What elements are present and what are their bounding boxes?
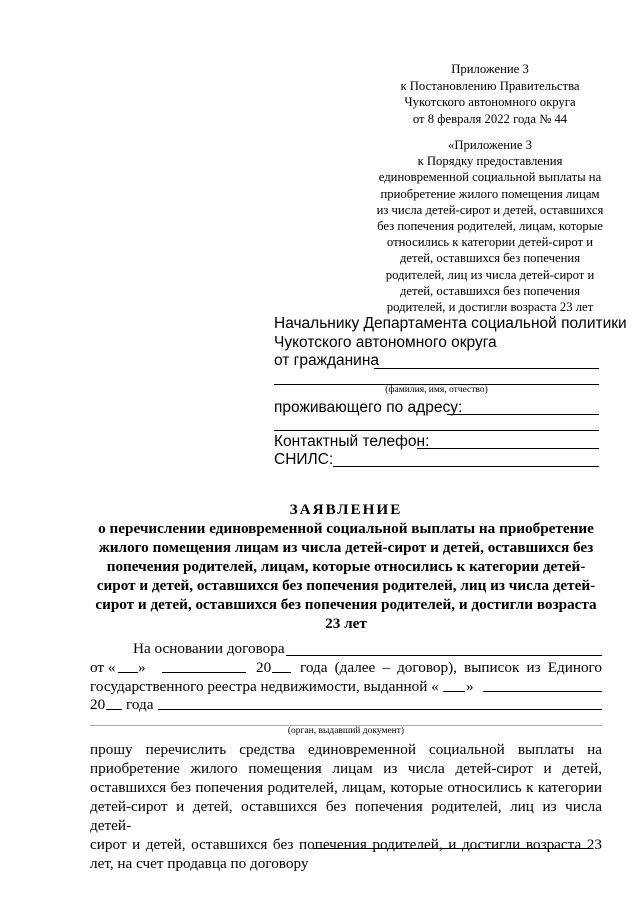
registry-month-field-line[interactable] bbox=[483, 691, 602, 692]
phone-label: Контактный телефон: bbox=[274, 433, 430, 450]
addressee-line-2: Чукотского автономного округа bbox=[274, 334, 497, 351]
address-field-line-2[interactable] bbox=[274, 430, 599, 431]
title-heading: ЗАЯВЛЕНИЕ bbox=[289, 501, 403, 518]
appendix-main-line: Чукотского автономного округа bbox=[404, 95, 576, 109]
last-line-text: лет, на счет продавца по договору bbox=[90, 855, 309, 872]
title-line: сирот и детей, оставшихся без попечения родителей, и достигли возраста bbox=[95, 596, 597, 613]
from-quote-open: от « bbox=[90, 659, 116, 676]
appendix-main-line: Приложение 3 bbox=[451, 62, 529, 76]
year-prefix-2: 20 bbox=[90, 696, 106, 713]
request-line: оставшихся без попечения родителей, лицам, которые относились к категории bbox=[90, 779, 602, 796]
address-field-line[interactable] bbox=[447, 414, 599, 415]
snils-field-line[interactable] bbox=[333, 466, 599, 467]
quote-close: » bbox=[138, 659, 146, 676]
registry-day-field-line[interactable] bbox=[443, 691, 465, 692]
appendix-sub-line: единовременной социальной выплаты на bbox=[378, 170, 602, 185]
appendix-sub-line: без попечения родителей, лицам, которые bbox=[377, 219, 603, 233]
seller-contract-field-line[interactable] bbox=[313, 848, 592, 849]
appendix-main-line: от 8 февраля 2022 года № 44 bbox=[412, 111, 568, 126]
fio-caption: (фамилия, имя, отчество) bbox=[385, 385, 488, 395]
citizen-name-field-line[interactable] bbox=[374, 368, 599, 369]
registry-year-field-line[interactable] bbox=[106, 709, 122, 710]
request-line: приобретение жилого помещения лицам из числа детей-сирот и детей, bbox=[90, 760, 602, 777]
appendix-sub-line: родителей, лиц из числа детей-сирот и bbox=[385, 267, 595, 282]
request-paragraph bbox=[90, 740, 602, 873]
year-suffix: года bbox=[126, 696, 154, 713]
registry-issued-field-line[interactable] bbox=[158, 709, 602, 710]
title-line: жилого помещения лицам из числа детей-сирот и детей, оставшихся без bbox=[98, 539, 594, 556]
appendix-sub-line: родителей, и достигли возраста 23 лет bbox=[386, 300, 594, 314]
addressee-line-1: Начальнику Департамента социальной политики bbox=[274, 315, 627, 332]
appendix-main-line: к Постановлению Правительства bbox=[400, 78, 580, 93]
phone-field-line[interactable] bbox=[417, 448, 599, 449]
year-prefix: 20 bbox=[256, 659, 272, 676]
appendix-sub-line: «Приложение 3 bbox=[448, 138, 532, 152]
title-line: сирот и детей, оставшихся без попечения родителей, лиц из числа детей- bbox=[96, 577, 596, 594]
title-line: 23 лет bbox=[325, 615, 367, 632]
registry-text: государственного реестра недвижимости, выданной « bbox=[90, 678, 439, 695]
request-last-line bbox=[90, 854, 602, 873]
month-field-line[interactable] bbox=[162, 672, 246, 673]
request-line: прошу перечислить средства единовременной социальной выплаты на bbox=[90, 741, 602, 758]
registry-quote-close: » bbox=[466, 678, 474, 695]
document-title bbox=[90, 500, 602, 633]
appendix-sub-line: к Порядку предоставления bbox=[417, 154, 563, 169]
request-line: детей-сирот и детей, оставшихся без попечения родителей, лиц из числа детей- bbox=[90, 798, 602, 834]
request-line: сирот и детей, оставшихся без попечения родителей, и достигли возраста 23 bbox=[90, 836, 602, 853]
appendix-sub-line: детей, оставшихся без попечения bbox=[399, 251, 581, 266]
contract-label: На основании договора bbox=[133, 640, 285, 657]
contract-field-line[interactable] bbox=[286, 655, 602, 656]
residing-label: проживающего по адресу: bbox=[274, 399, 463, 416]
after-year-text: года (далее – договор), выписок из Единого bbox=[300, 659, 602, 676]
snils-label: СНИЛС: bbox=[274, 451, 334, 468]
organ-caption: (орган, выдавший документ) bbox=[287, 726, 405, 736]
title-line: о перечислении единовременной социальной выплаты на приобретение bbox=[98, 520, 594, 537]
from-citizen-label: от гражданина bbox=[274, 352, 380, 369]
appendix-sub-line: относились к категории детей-сирот и bbox=[386, 235, 594, 250]
appendix-sub-line: приобретение жилого помещения лицам bbox=[380, 186, 600, 201]
title-line: попечения родителей, лицам, которые относились к категории детей- bbox=[106, 558, 586, 575]
appendix-sub-line: детей, оставшихся без попечения bbox=[399, 283, 581, 298]
year-field-line[interactable] bbox=[272, 672, 291, 673]
day-field-line[interactable] bbox=[118, 672, 138, 673]
appendix-sub-line: из числа детей-сирот и детей, оставшихся bbox=[376, 202, 604, 217]
